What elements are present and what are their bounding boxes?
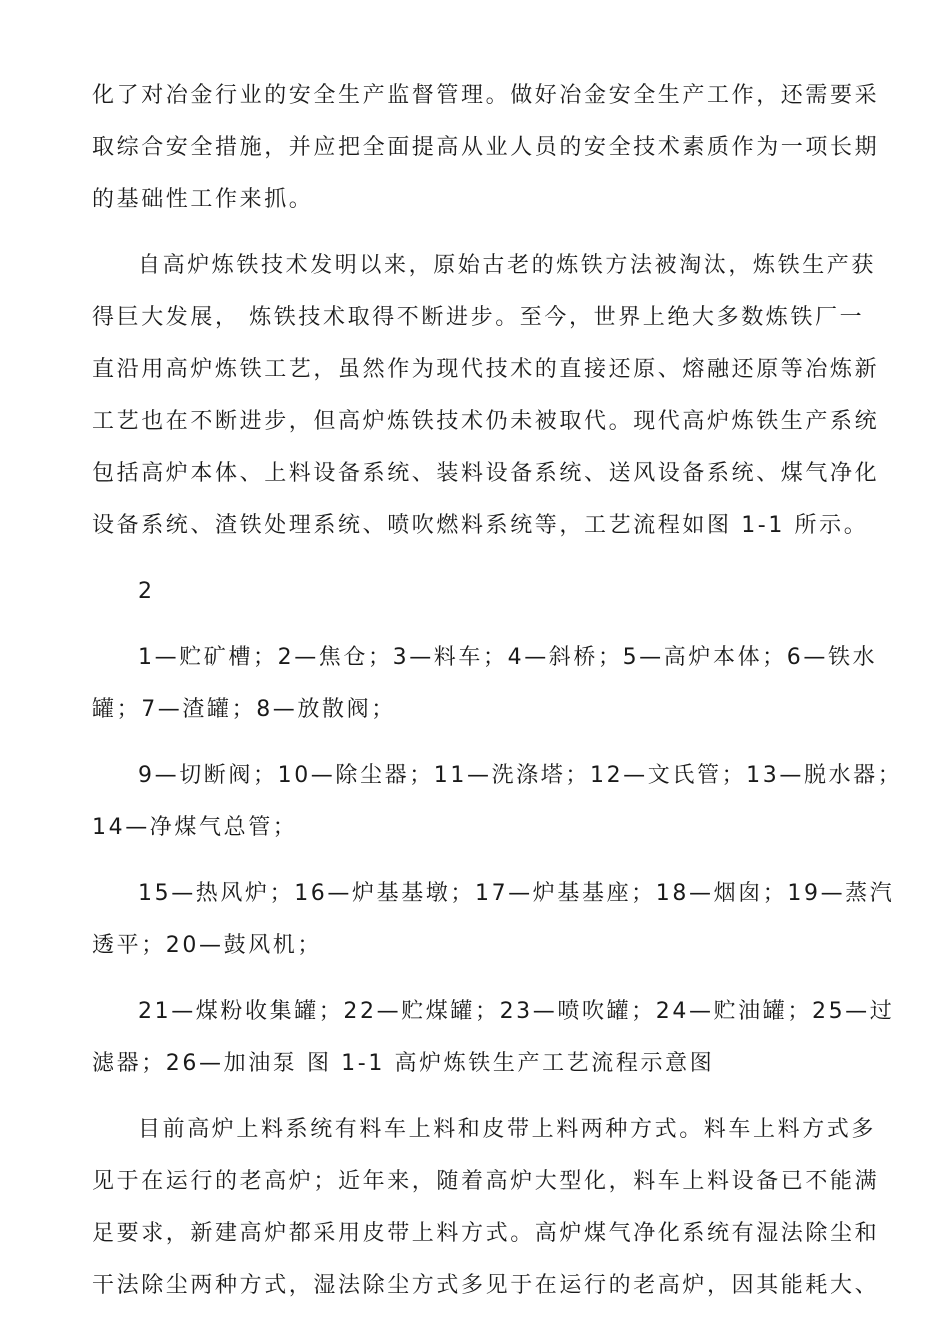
text-line: 15—热风炉；16—炉基基墩；17—炉基基座；18—烟囱；19—蒸汽: [138, 881, 895, 906]
text-line: 得巨大发展， 炼铁技术取得不断进步。至今，世界上绝大多数炼铁厂一: [92, 305, 865, 330]
figure-legend-part-4-caption: [92, 986, 895, 1090]
text-line: 包括高炉本体、上料设备系统、装料设备系统、送风设备系统、煤气净化: [92, 461, 880, 486]
figure-legend-part-3: [92, 868, 895, 972]
text-line: 直沿用高炉炼铁工艺，虽然作为现代技术的直接还原、熔融还原等冶炼新: [92, 357, 880, 382]
text-line: 化了对冶金行业的安全生产监督管理。做好冶金安全生产工作，还需要采: [92, 83, 880, 108]
text-line: 干法除尘两种方式，湿法除尘方式多见于在运行的老高炉，因其能耗大、: [92, 1273, 880, 1298]
text-line: 目前高炉上料系统有料车上料和皮带上料两种方式。料车上料方式多: [138, 1117, 877, 1142]
text-line: 足要求，新建高炉都采用皮带上料方式。高炉煤气净化系统有湿法除尘和: [92, 1221, 880, 1246]
text-line: 14—净煤气总管；: [92, 815, 298, 840]
text-line: 工艺也在不断进步，但高炉炼铁技术仍未被取代。现代高炉炼铁生产系统: [92, 409, 880, 434]
text-line: 2: [138, 579, 155, 604]
text-line: 滤器；26—加油泵 图 1-1 高炉炼铁生产工艺流程示意图: [92, 1051, 715, 1076]
text-line: 自高炉炼铁技术发明以来，原始古老的炼铁方法被淘汰，炼铁生产获: [138, 253, 877, 278]
text-line: 的基础性工作来抓。: [92, 187, 314, 212]
text-line: 罐；7—渣罐；8—放散阀；: [92, 697, 396, 722]
figure-legend-part-1: [92, 632, 878, 736]
text-line: 1—贮矿槽；2—焦仓；3—料车；4—斜桥；5—高炉本体；6—铁水: [138, 645, 878, 670]
text-line: 取综合安全措施，并应把全面提高从业人员的安全技术素质作为一项长期: [92, 135, 880, 160]
text-line: 设备系统、渣铁处理系统、喷吹燃料系统等，工艺流程如图 1-1 所示。: [92, 513, 869, 538]
figure-number: [92, 566, 862, 618]
text-line: 9—切断阀；10—除尘器；11—洗涤塔；12—文氏管；13—脱水器；: [138, 763, 903, 788]
text-line: 见于在运行的老高炉；近年来，随着高炉大型化，料车上料设备已不能满: [92, 1169, 880, 1194]
paragraph-safety-continuation: [92, 70, 880, 226]
text-line: 透平；20—鼓风机；: [92, 933, 322, 958]
text-line: 21—煤粉收集罐；22—贮煤罐；23—喷吹罐；24—贮油罐；25—过: [138, 999, 895, 1024]
document-page: [92, 70, 903, 1326]
paragraph-blast-furnace-history: [92, 240, 880, 552]
paragraph-charging-systems: [92, 1104, 880, 1312]
figure-legend-part-2: [92, 750, 903, 854]
